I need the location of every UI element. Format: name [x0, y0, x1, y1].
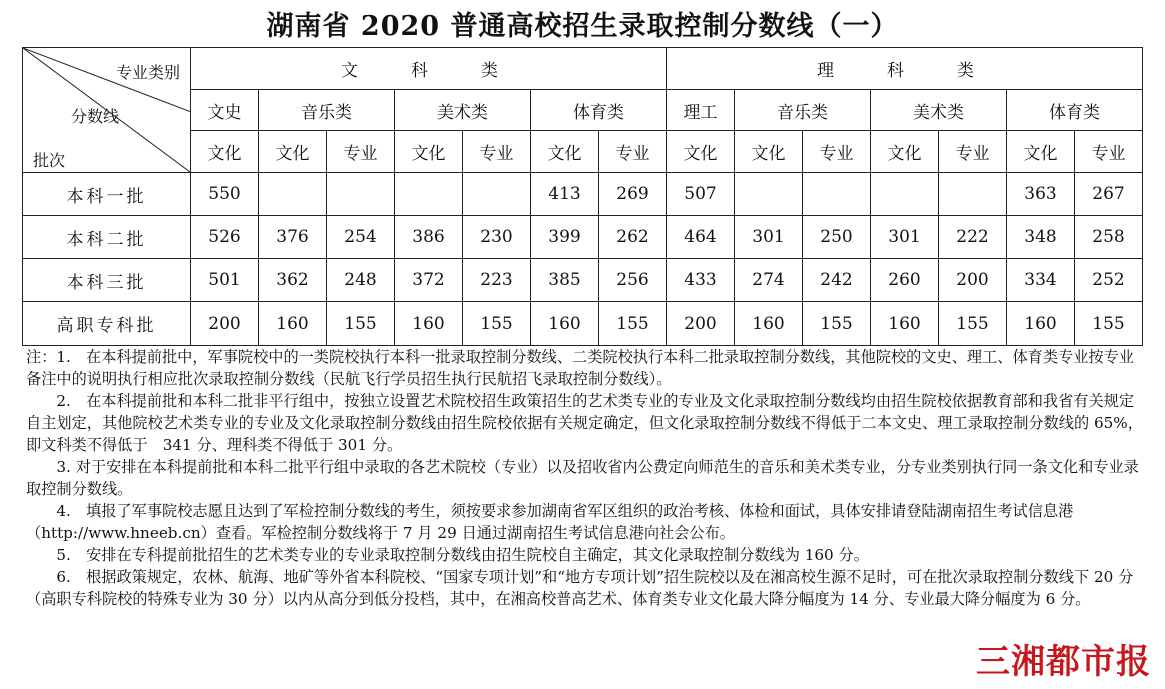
score-cell: 200 [667, 302, 735, 346]
score-cell: 501 [191, 259, 259, 302]
score-cell: 160 [871, 302, 939, 346]
subject-header: 体育类 [531, 90, 667, 131]
score-cell: 348 [1007, 216, 1075, 259]
kind-header: 文化 [1007, 131, 1075, 173]
kind-header: 文化 [667, 131, 735, 173]
kind-header: 专业 [939, 131, 1007, 173]
table-row [23, 302, 1143, 346]
subject-header: 音乐类 [259, 90, 395, 131]
score-cell: 250 [803, 216, 871, 259]
score-cell: 200 [939, 259, 1007, 302]
header-corner-cell [23, 48, 191, 173]
kind-header: 专业 [803, 131, 871, 173]
score-cell: 155 [939, 302, 1007, 346]
table-row [23, 259, 1143, 302]
score-cell: 372 [395, 259, 463, 302]
group-header-science: 理 科 类 [667, 48, 1143, 90]
row-label: 本科三批 [23, 259, 191, 302]
score-cell [395, 173, 463, 216]
score-cell: 254 [327, 216, 395, 259]
score-cell: 242 [803, 259, 871, 302]
kind-header: 专业 [599, 131, 667, 173]
score-cell: 230 [463, 216, 531, 259]
kind-header: 文化 [259, 131, 327, 173]
score-cell: 160 [395, 302, 463, 346]
score-cell: 223 [463, 259, 531, 302]
row-label: 本科一批 [23, 173, 191, 216]
kind-header: 文化 [191, 131, 259, 173]
kind-header: 文化 [395, 131, 463, 173]
score-cell: 526 [191, 216, 259, 259]
score-cell: 222 [939, 216, 1007, 259]
score-cell: 269 [599, 173, 667, 216]
subject-header: 理工 [667, 90, 735, 131]
score-cell: 385 [531, 259, 599, 302]
score-cell: 248 [327, 259, 395, 302]
row-label: 本科二批 [23, 216, 191, 259]
score-cell: 413 [531, 173, 599, 216]
score-cell: 464 [667, 216, 735, 259]
score-cell: 433 [667, 259, 735, 302]
corner-batch-label: 批次 [33, 151, 66, 170]
score-cell: 262 [599, 216, 667, 259]
score-cell: 160 [531, 302, 599, 346]
score-cell [803, 173, 871, 216]
kind-header: 文化 [531, 131, 599, 173]
subject-header: 美术类 [395, 90, 531, 131]
score-cell: 155 [599, 302, 667, 346]
score-cell: 386 [395, 216, 463, 259]
score-cell: 334 [1007, 259, 1075, 302]
score-cell: 155 [1075, 302, 1143, 346]
score-cell [871, 173, 939, 216]
newspaper-logo: 三湘都市报 [976, 642, 1151, 682]
header-row-kinds [23, 131, 1143, 173]
kind-header: 专业 [463, 131, 531, 173]
note-paragraph: 注：1. 在本科提前批中，军事院校中的一类院校执行本科一批录取控制分数线、二类院校执行本科二批录取控制分数线，其他院校的文史、理工、体育类专业按专业备注中的说明执行相应批次录取控制分数线（民航飞行学员招生执行民航招飞录取控制分数线）。 [26, 348, 1134, 388]
score-cell: 258 [1075, 216, 1143, 259]
score-cell: 256 [599, 259, 667, 302]
score-cell [939, 173, 1007, 216]
note-paragraph: 3. 对于安排在本科提前批和本科二批平行组中录取的各艺术院校（专业）以及招收省内公费定向师范生的音乐和美术类专业，分专业类别执行同一条文化和专业录取控制分数线。 [26, 458, 1139, 498]
score-cell: 155 [463, 302, 531, 346]
notes-section [26, 346, 1144, 610]
note-paragraph: 5. 安排在专科提前批招生的艺术类专业的专业录取控制分数线由招生院校自主确定，其文化录取控制分数线为 160 分。 [56, 546, 869, 564]
score-cell [259, 173, 327, 216]
page-title: 湖南省 2020 普通高校招生录取控制分数线（一） [266, 11, 899, 42]
row-label: 高职专科批 [23, 302, 191, 346]
score-cell: 160 [1007, 302, 1075, 346]
score-cell: 155 [803, 302, 871, 346]
score-cell [463, 173, 531, 216]
score-cell: 252 [1075, 259, 1143, 302]
table-row [23, 173, 1143, 216]
header-row-subjects [23, 90, 1143, 131]
kind-header: 专业 [327, 131, 395, 173]
subject-header: 文史 [191, 90, 259, 131]
score-cell: 550 [191, 173, 259, 216]
corner-category-label: 专业类别 [115, 63, 180, 82]
note-paragraph: 2. 在本科提前批和本科二批非平行组中，按独立设置艺术院校招生政策招生的艺术类专业的专业及文化录取控制分数线均由招生院校依据教育部和我省有关规定自主划定，其他院校艺术类专业的专业及文化录取控制分数线由招生院校依据有关规定确定，但文化录取控制分数线不得低于二本文史、理工录取控制分数线的 65%，即文科类不得低于 341 分、理科类不得低于 301 分。 [26, 392, 1143, 454]
kind-header: 专业 [1075, 131, 1143, 173]
corner-score-label: 分数线 [71, 107, 120, 126]
kind-header: 文化 [871, 131, 939, 173]
score-cell: 274 [735, 259, 803, 302]
group-header-liberal-arts: 文 科 类 [191, 48, 667, 90]
score-table [22, 47, 1143, 346]
score-cell: 507 [667, 173, 735, 216]
kind-header: 文化 [735, 131, 803, 173]
score-cell: 200 [191, 302, 259, 346]
score-cell: 160 [259, 302, 327, 346]
score-cell: 267 [1075, 173, 1143, 216]
score-cell: 155 [327, 302, 395, 346]
score-cell: 160 [735, 302, 803, 346]
score-cell: 362 [259, 259, 327, 302]
subject-header: 体育类 [1007, 90, 1143, 131]
score-cell [327, 173, 395, 216]
score-cell: 376 [259, 216, 327, 259]
score-cell: 301 [871, 216, 939, 259]
score-cell [735, 173, 803, 216]
score-cell: 399 [531, 216, 599, 259]
score-cell: 260 [871, 259, 939, 302]
note-paragraph: 4. 填报了军事院校志愿且达到了军检控制分数线的考生，须按要求参加湖南省军区组织的政治考核、体检和面试，具体安排请登陆湖南招生考试信息港（http://www.hneeb.cn）查看。军检控制分数线将于 7 月 29 日通过湖南招生考试信息港向社会公布。 [26, 502, 1074, 542]
subject-header: 美术类 [871, 90, 1007, 131]
table-row [23, 216, 1143, 259]
header-row-groups [23, 48, 1143, 90]
subject-header: 音乐类 [735, 90, 871, 131]
score-cell: 363 [1007, 173, 1075, 216]
score-cell: 301 [735, 216, 803, 259]
note-paragraph: 6. 根据政策规定，农林、航海、地矿等外省本科院校、“国家专项计划”和“地方专项计划”招生院校以及在湘高校生源不足时，可在批次录取控制分数线下 20 分（高职专科院校的特殊专业为 30 分）以内从高分到低分投档，其中，在湘高校普高艺术、体育类专业文化最大降分幅度为 14 分、专业最大降分幅度为 6 分。 [26, 568, 1134, 608]
